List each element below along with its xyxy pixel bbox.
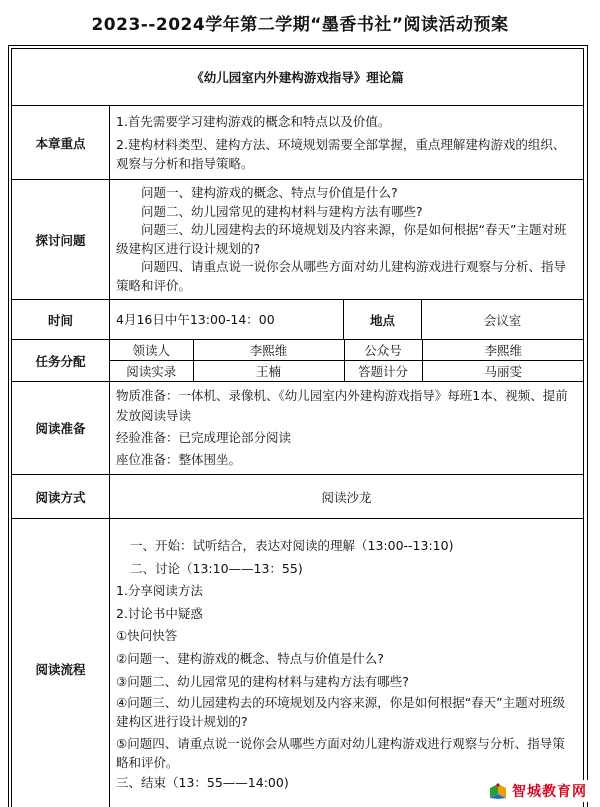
flow-content bbox=[110, 519, 584, 807]
tasks-label: 任务分配 bbox=[12, 340, 110, 382]
page-title: 2023--2024学年第二学期“墨香书社”阅读活动预案 bbox=[0, 10, 600, 35]
place-label: 地点 bbox=[344, 300, 422, 340]
tasks-content bbox=[110, 340, 584, 382]
prep-content bbox=[110, 382, 584, 475]
method-value: 阅读沙龙 bbox=[110, 475, 584, 519]
task-row bbox=[110, 361, 584, 382]
book-logo-icon bbox=[488, 782, 508, 800]
flow-item: ③问题二、幼儿园常见的建构材料与建构方法有哪些? bbox=[116, 671, 577, 694]
task-role: 领读人 bbox=[110, 340, 193, 361]
site-watermark bbox=[485, 780, 590, 802]
questions-content bbox=[110, 180, 584, 300]
task-row bbox=[110, 340, 584, 361]
flow-item: 一、开始：试听结合，表达对阅读的理解（13:00--13:10) bbox=[116, 535, 577, 558]
prep-label: 阅读准备 bbox=[12, 382, 110, 475]
book-subtitle: 《幼儿园室内外建构游戏指导》理论篇 bbox=[12, 49, 584, 106]
flow-item: ①快问快答 bbox=[116, 625, 577, 648]
task-role: 阅读实录 bbox=[110, 361, 193, 382]
time-label: 时间 bbox=[12, 300, 110, 340]
flow-item: ④问题三、幼儿园建构去的环境规划及内容来源，你是如何根据“春天”主题对班级建构区进行设计规划的? bbox=[116, 693, 577, 731]
question-item: 问题一、建构游戏的概念、特点与价值是什么? bbox=[116, 184, 577, 203]
place-value: 会议室 bbox=[422, 300, 584, 340]
flow-item: 二、讨论（13:10——13：55) bbox=[116, 558, 577, 581]
focus-item: 1.首先需要学习建构游戏的概念和特点以及价值。 bbox=[116, 112, 577, 131]
task-person: 李熙维 bbox=[422, 340, 584, 361]
flow-item: 2.讨论书中疑惑 bbox=[116, 603, 577, 626]
flow-item: 1.分享阅读方法 bbox=[116, 580, 577, 603]
prep-item: 物质准备：一体机、录像机、《幼儿园室内外建构游戏指导》每班1本、视频、提前发放阅读导读 bbox=[116, 386, 577, 426]
task-person: 王楠 bbox=[193, 361, 344, 382]
method-label: 阅读方式 bbox=[12, 475, 110, 519]
plan-table bbox=[11, 48, 584, 807]
focus-item: 2.建构材料类型、建构方法、环境规划需要全部掌握，重点理解建构游戏的组织、观察与分析和指导策略。 bbox=[116, 135, 577, 173]
flow-item: 三、结束（13：55——14:00) bbox=[116, 772, 577, 795]
question-item: 问题四、请重点说一说你会从哪些方面对幼儿建构游戏进行观察与分析、指导策略和评价。 bbox=[116, 258, 577, 295]
question-item: 问题三、幼儿园建构去的环境规划及内容来源，你是如何根据“春天”主题对班级建构区进行设计规划的? bbox=[116, 221, 577, 258]
prep-item: 座位准备：整体围坐。 bbox=[116, 450, 577, 470]
focus-content bbox=[110, 106, 584, 180]
prep-item: 经验准备：已完成理论部分阅读 bbox=[116, 428, 577, 448]
time-value: 4月16日中午13:00-14：00 bbox=[110, 300, 344, 340]
tasks-table bbox=[110, 340, 584, 381]
flow-item: ②问题一、建构游戏的概念、特点与价值是什么? bbox=[116, 648, 577, 671]
focus-label: 本章重点 bbox=[12, 106, 110, 180]
task-person: 李熙维 bbox=[193, 340, 344, 361]
flow-item: ⑤问题四、请重点说一说你会从哪些方面对幼儿建构游戏进行观察与分析、指导策略和评价。 bbox=[116, 734, 577, 772]
task-role: 公众号 bbox=[344, 340, 422, 361]
questions-label: 探讨问题 bbox=[12, 180, 110, 300]
watermark-text: 智城教育网 bbox=[512, 781, 587, 801]
plan-table-frame bbox=[8, 45, 588, 807]
flow-label: 阅读流程 bbox=[12, 519, 110, 807]
question-item: 问题二、幼儿园常见的建构材料与建构方法有哪些? bbox=[116, 203, 577, 222]
task-person: 马丽雯 bbox=[422, 361, 584, 382]
task-role: 答题计分 bbox=[344, 361, 422, 382]
